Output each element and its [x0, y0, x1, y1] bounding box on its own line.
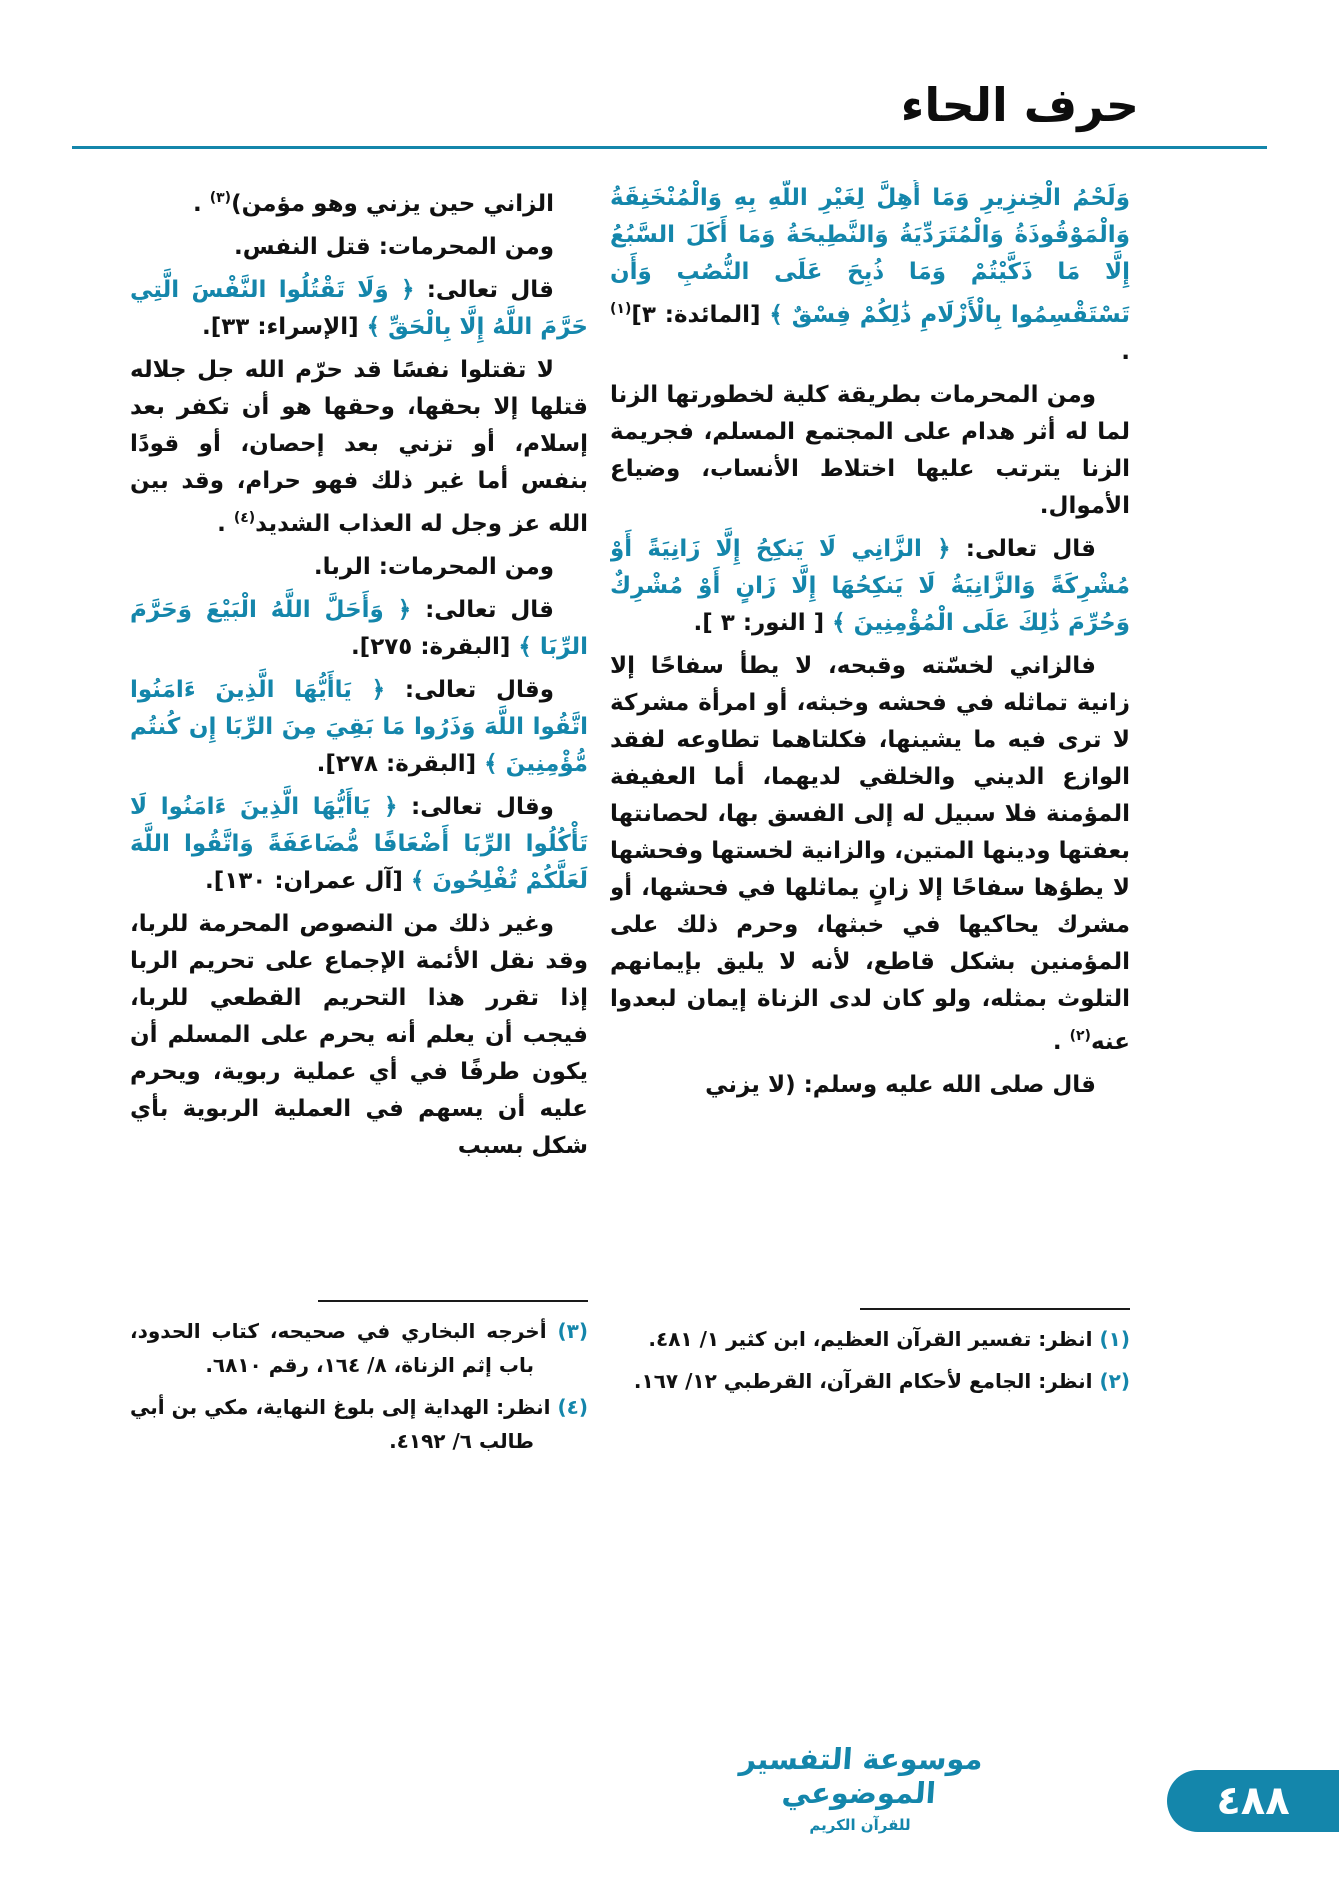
footnote-number: (١): [1099, 1327, 1130, 1351]
verse-reference: [ النور: ٣ ].: [693, 610, 825, 636]
paragraph-text: الزاني حين يزني وهو مؤمن): [231, 191, 554, 217]
speech-intro: وقال تعالى:: [404, 677, 554, 703]
footnote-text: أخرجه البخاري في صحيحه، كتاب الحدود، باب إثم الزناة، ٨/ ١٦٤، رقم ٦٨١٠.: [130, 1319, 547, 1377]
verse-reference: [آل عمران: ١٣٠].: [204, 868, 403, 894]
footnote-text: انظر: الجامع لأحكام القرآن، القرطبي ١٢/ ١٦٧.: [633, 1369, 1093, 1393]
publisher-logo-subtitle: للقرآن الكريم: [809, 1816, 911, 1834]
quran-verse: ﴿ يَاأَيُّهَا الَّذِينَ ءَامَنُوا لَا تَأْكُلُوا الرِّبَا أَضْعَافًا مُّضَاعَفَةً وَاتَّقُوا اللَّهَ لَعَلَّكُمْ تُفْلِحُونَ ﴾: [130, 794, 588, 894]
quran-paragraph: [130, 789, 588, 900]
verse-reference: [المائدة: ٣]: [631, 302, 761, 328]
footnote-marker: (٤): [233, 510, 256, 526]
quran-verse: وَلَحْمُ الْخِنزِيرِ وَمَا أُهِلَّ لِغَيْرِ اللَّهِ بِهِ وَالْمُنْخَنِقَةُ وَالْمَوْقُوذَةُ وَالْمُتَرَدِّيَةُ وَالنَّطِيحَةُ وَمَا أَكَلَ السَّبُعُ إِلَّا مَا ذَكَّيْتُمْ وَمَا ذُبِحَ عَلَى النُّصُبِ وَأَن تَسْتَقْسِمُوا بِالْأَزْلَامِ ذَٰلِكُمْ فِسْقٌ ﴾: [610, 185, 1130, 328]
paragraph-text: فالزاني لخسّته وقبحه، لا يطأ سفاحًا إلا زانية تماثله في فحشه وخبثه، أو امرأة مشركة لا ترى فيه ما يشينها، فكلتاهما تطاوعه لفقد الوازع الديني والخلقي لديهما، أما العفيفة المؤمنة فلا سبيل له إلى الفسق بها، لحصانتها بعفتها ودينها المتين، والزانية لخستها وفحشها لا يطؤها سفاحًا إلا زانٍ يماثلها في فحشها، أو مشرك يحاكيها في خبثها، وحرم ذلك على المؤمنين بشكل قاطع، لأنه لا يليق بإيمانهم التلوث بمثله، ولو كان لدى الزناة إيمان لبعدوا عنه: [610, 653, 1130, 1055]
paragraph-tail: .: [192, 191, 210, 217]
footnotes-right: [610, 1308, 1130, 1406]
quran-paragraph: [610, 180, 1130, 371]
paragraph-tail: .: [217, 511, 234, 537]
body-paragraph: [130, 906, 588, 1165]
speech-intro: قال تعالى:: [426, 277, 554, 303]
paragraph-text: ومن المحرمات: قتل النفس.: [234, 234, 554, 260]
verse-reference: [الإسراء: ٣٣].: [202, 314, 359, 340]
paragraph-text: قال صلى الله عليه وسلم: (لا يزني: [705, 1072, 1096, 1098]
quran-verse: ﴿ يَاأَيُّهَا الَّذِينَ ءَامَنُوا اتَّقُوا اللَّهَ وَذَرُوا مَا بَقِيَ مِنَ الرِّبَا إِن كُنتُم مُّؤْمِنِينَ ﴾: [130, 677, 588, 777]
footnote-number: (٢): [1099, 1369, 1130, 1393]
quran-verse: ﴿ الزَّانِي لَا يَنكِحُ إِلَّا زَانِيَةً أَوْ مُشْرِكَةً وَالزَّانِيَةُ لَا يَنكِحُهَا إِلَّا زَانٍ أَوْ مُشْرِكٌ وَحُرِّمَ ذَٰلِكَ عَلَى الْمُؤْمِنِينَ ﴾: [610, 536, 1130, 636]
paragraph-tail: .: [1052, 1029, 1070, 1055]
footnote-number: (٣): [557, 1319, 588, 1343]
paragraph-text: وغير ذلك من النصوص المحرمة للربا، وقد نقل الأئمة الإجماع على تحريم الربا إذا تقرر هذا التحريم القطعي للربا، فيجب أن يعلم أنه يحرم على المسلم أن يكون طرفًا في أي عملية ربوية، ويحرم عليه أن يسهم في العملية الربوية بأي شكل بسبب: [130, 911, 588, 1159]
footnote-marker: (٢): [1069, 1028, 1091, 1044]
body-paragraph: [130, 352, 588, 543]
page-number-badge: [1167, 1770, 1339, 1832]
body-paragraph: [610, 648, 1130, 1061]
footnote: [130, 1314, 588, 1382]
footnote: [610, 1364, 1130, 1398]
quran-verse: ﴿ وَأَحَلَّ اللَّهُ الْبَيْعَ وَحَرَّمَ الرِّبَا ﴾: [130, 597, 588, 660]
speech-intro: قال تعالى:: [965, 536, 1096, 562]
section-heading: [130, 229, 588, 266]
page-number: ٤٨٨: [1216, 1778, 1290, 1824]
publisher-logo-title: موسوعة التفسير الموضوعي: [738, 1742, 985, 1810]
quran-paragraph: [130, 592, 588, 666]
footnote-marker: (٣): [209, 190, 232, 206]
speech-intro: وقال تعالى:: [411, 794, 554, 820]
verse-reference: [البقرة: ٢٧٨].: [316, 751, 477, 777]
footnote: [130, 1390, 588, 1458]
footnotes-left: [130, 1300, 588, 1466]
footnote-marker: (١): [610, 301, 632, 317]
quran-paragraph: [130, 672, 588, 783]
column-right: [610, 180, 1130, 1298]
footnote-text: انظر: الهداية إلى بلوغ النهاية، مكي بن أبي طالب ٦/ ٤١٩٢.: [130, 1395, 551, 1453]
quran-verse: ﴿ وَلَا تَقْتُلُوا النَّفْسَ الَّتِي حَرَّمَ اللَّهُ إِلَّا بِالْحَقِّ ﴾: [130, 277, 588, 340]
publisher-logo: [720, 1742, 1000, 1834]
body-paragraph: [610, 377, 1130, 525]
section-heading: [130, 549, 588, 586]
page-body: [130, 180, 1130, 1298]
footnote-number: (٤): [557, 1395, 589, 1419]
footnote-text: انظر: تفسير القرآن العظيم، ابن كثير ١/ ٤٨١.: [648, 1327, 1093, 1351]
quran-paragraph: [610, 531, 1130, 642]
verse-reference: [البقرة: ٢٧٥].: [350, 634, 511, 660]
quran-paragraph: [130, 272, 588, 346]
chapter-heading: حرف الحاء: [900, 78, 1139, 132]
body-paragraph: [610, 1067, 1130, 1104]
paragraph-tail: .: [1121, 339, 1130, 365]
footnote: [610, 1322, 1130, 1356]
column-left: [130, 180, 588, 1298]
paragraph-text: ومن المحرمات: الربا.: [313, 554, 554, 580]
header-divider: [72, 146, 1267, 149]
body-paragraph: [130, 180, 588, 223]
paragraph-text: ومن المحرمات بطريقة كلية لخطورتها الزنا لما له أثر هدام على المجتمع المسلم، فجريمة الزنا يترتب عليها اختلاط الأنساب، وضياع الأموال.: [610, 382, 1130, 519]
footnote-divider: [860, 1308, 1130, 1310]
paragraph-text: لا تقتلوا نفسًا قد حرّم الله جل جلاله قتلها إلا بحقها، وحقها هو أن تكفر بعد إسلام، أو تزني بعد إحصان، أو قودًا بنفس أما غير ذلك فهو حرام، وقد بين الله عز وجل له العذاب الشديد: [130, 357, 588, 537]
speech-intro: قال تعالى:: [425, 597, 554, 623]
footnote-divider: [318, 1300, 588, 1302]
